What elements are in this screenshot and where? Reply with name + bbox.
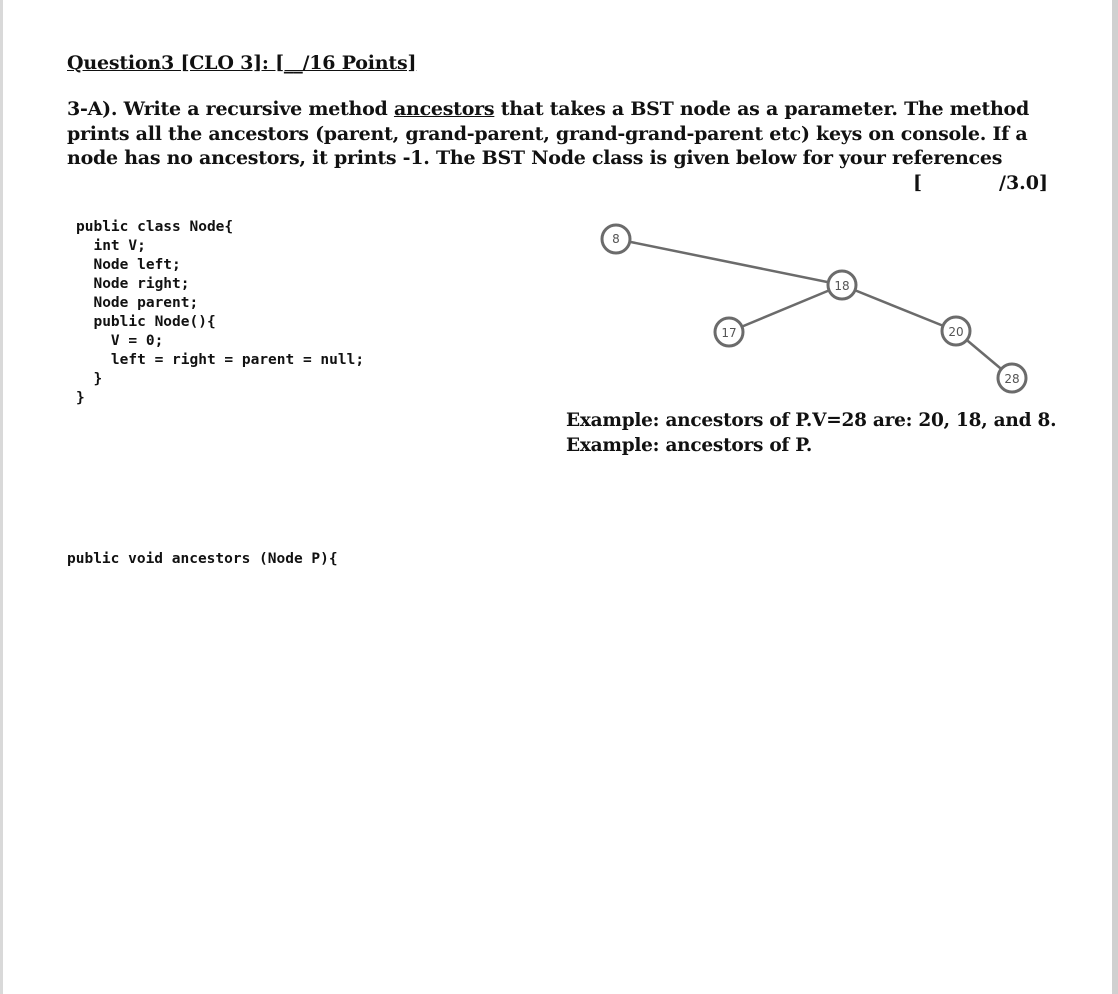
code-line: } — [76, 390, 85, 406]
node-label: 17 — [721, 326, 737, 340]
edge-18-17 — [729, 285, 842, 332]
method-name: ancestors — [393, 98, 495, 120]
page-left-edge — [0, 0, 3, 994]
node-class-code — [76, 218, 364, 408]
question-heading: Question3 [CLO 3]: [__/16 Points] — [67, 52, 417, 74]
example-line: Example: ancestors of P. — [566, 435, 813, 456]
tree-node-28 — [998, 364, 1026, 392]
tree-node-8 — [602, 225, 630, 253]
code-line: int V; — [76, 238, 146, 254]
code-line: Node parent; — [76, 295, 199, 311]
tree-node-18 — [828, 271, 856, 299]
bst-diagram — [560, 215, 1040, 400]
question-suffix: that takes a BST node as a parameter. The method prints all the ancestors (parent, grand-parent, grand-grand-parent etc) keys on console. If a node has no ancestors, it prints -1. The BST Node class is given below for your references — [67, 98, 1030, 169]
score-total: /3.0] — [999, 172, 1048, 194]
tree-node-20 — [942, 317, 970, 345]
edge-18-20 — [842, 285, 956, 331]
node-label: 20 — [948, 325, 964, 339]
code-line: } — [76, 371, 103, 387]
code-line: public class Node{ — [76, 219, 234, 235]
code-line: Node left; — [76, 257, 181, 273]
code-line: public Node(){ — [76, 314, 216, 330]
edge-8-18 — [616, 239, 842, 285]
node-label: 28 — [1004, 372, 1020, 386]
examples — [566, 408, 1056, 458]
page-scrollbar-edge[interactable] — [1112, 0, 1118, 994]
code-line: V = 0; — [76, 333, 164, 349]
example-line: Example: ancestors of P.V=28 are: 20, 18, and 8. — [566, 410, 1057, 431]
node-label: 8 — [612, 232, 620, 246]
question-prefix: 3-A). Write a recursive method — [67, 98, 394, 120]
code-line: Node right; — [76, 276, 190, 292]
code-line: left = right = parent = null; — [76, 352, 365, 368]
node-label: 18 — [834, 279, 850, 293]
tree-node-17 — [715, 318, 743, 346]
score-bracket-open: [ — [913, 172, 922, 194]
question-text — [67, 97, 1047, 171]
method-signature: public void ancestors (Node P){ — [67, 551, 338, 567]
